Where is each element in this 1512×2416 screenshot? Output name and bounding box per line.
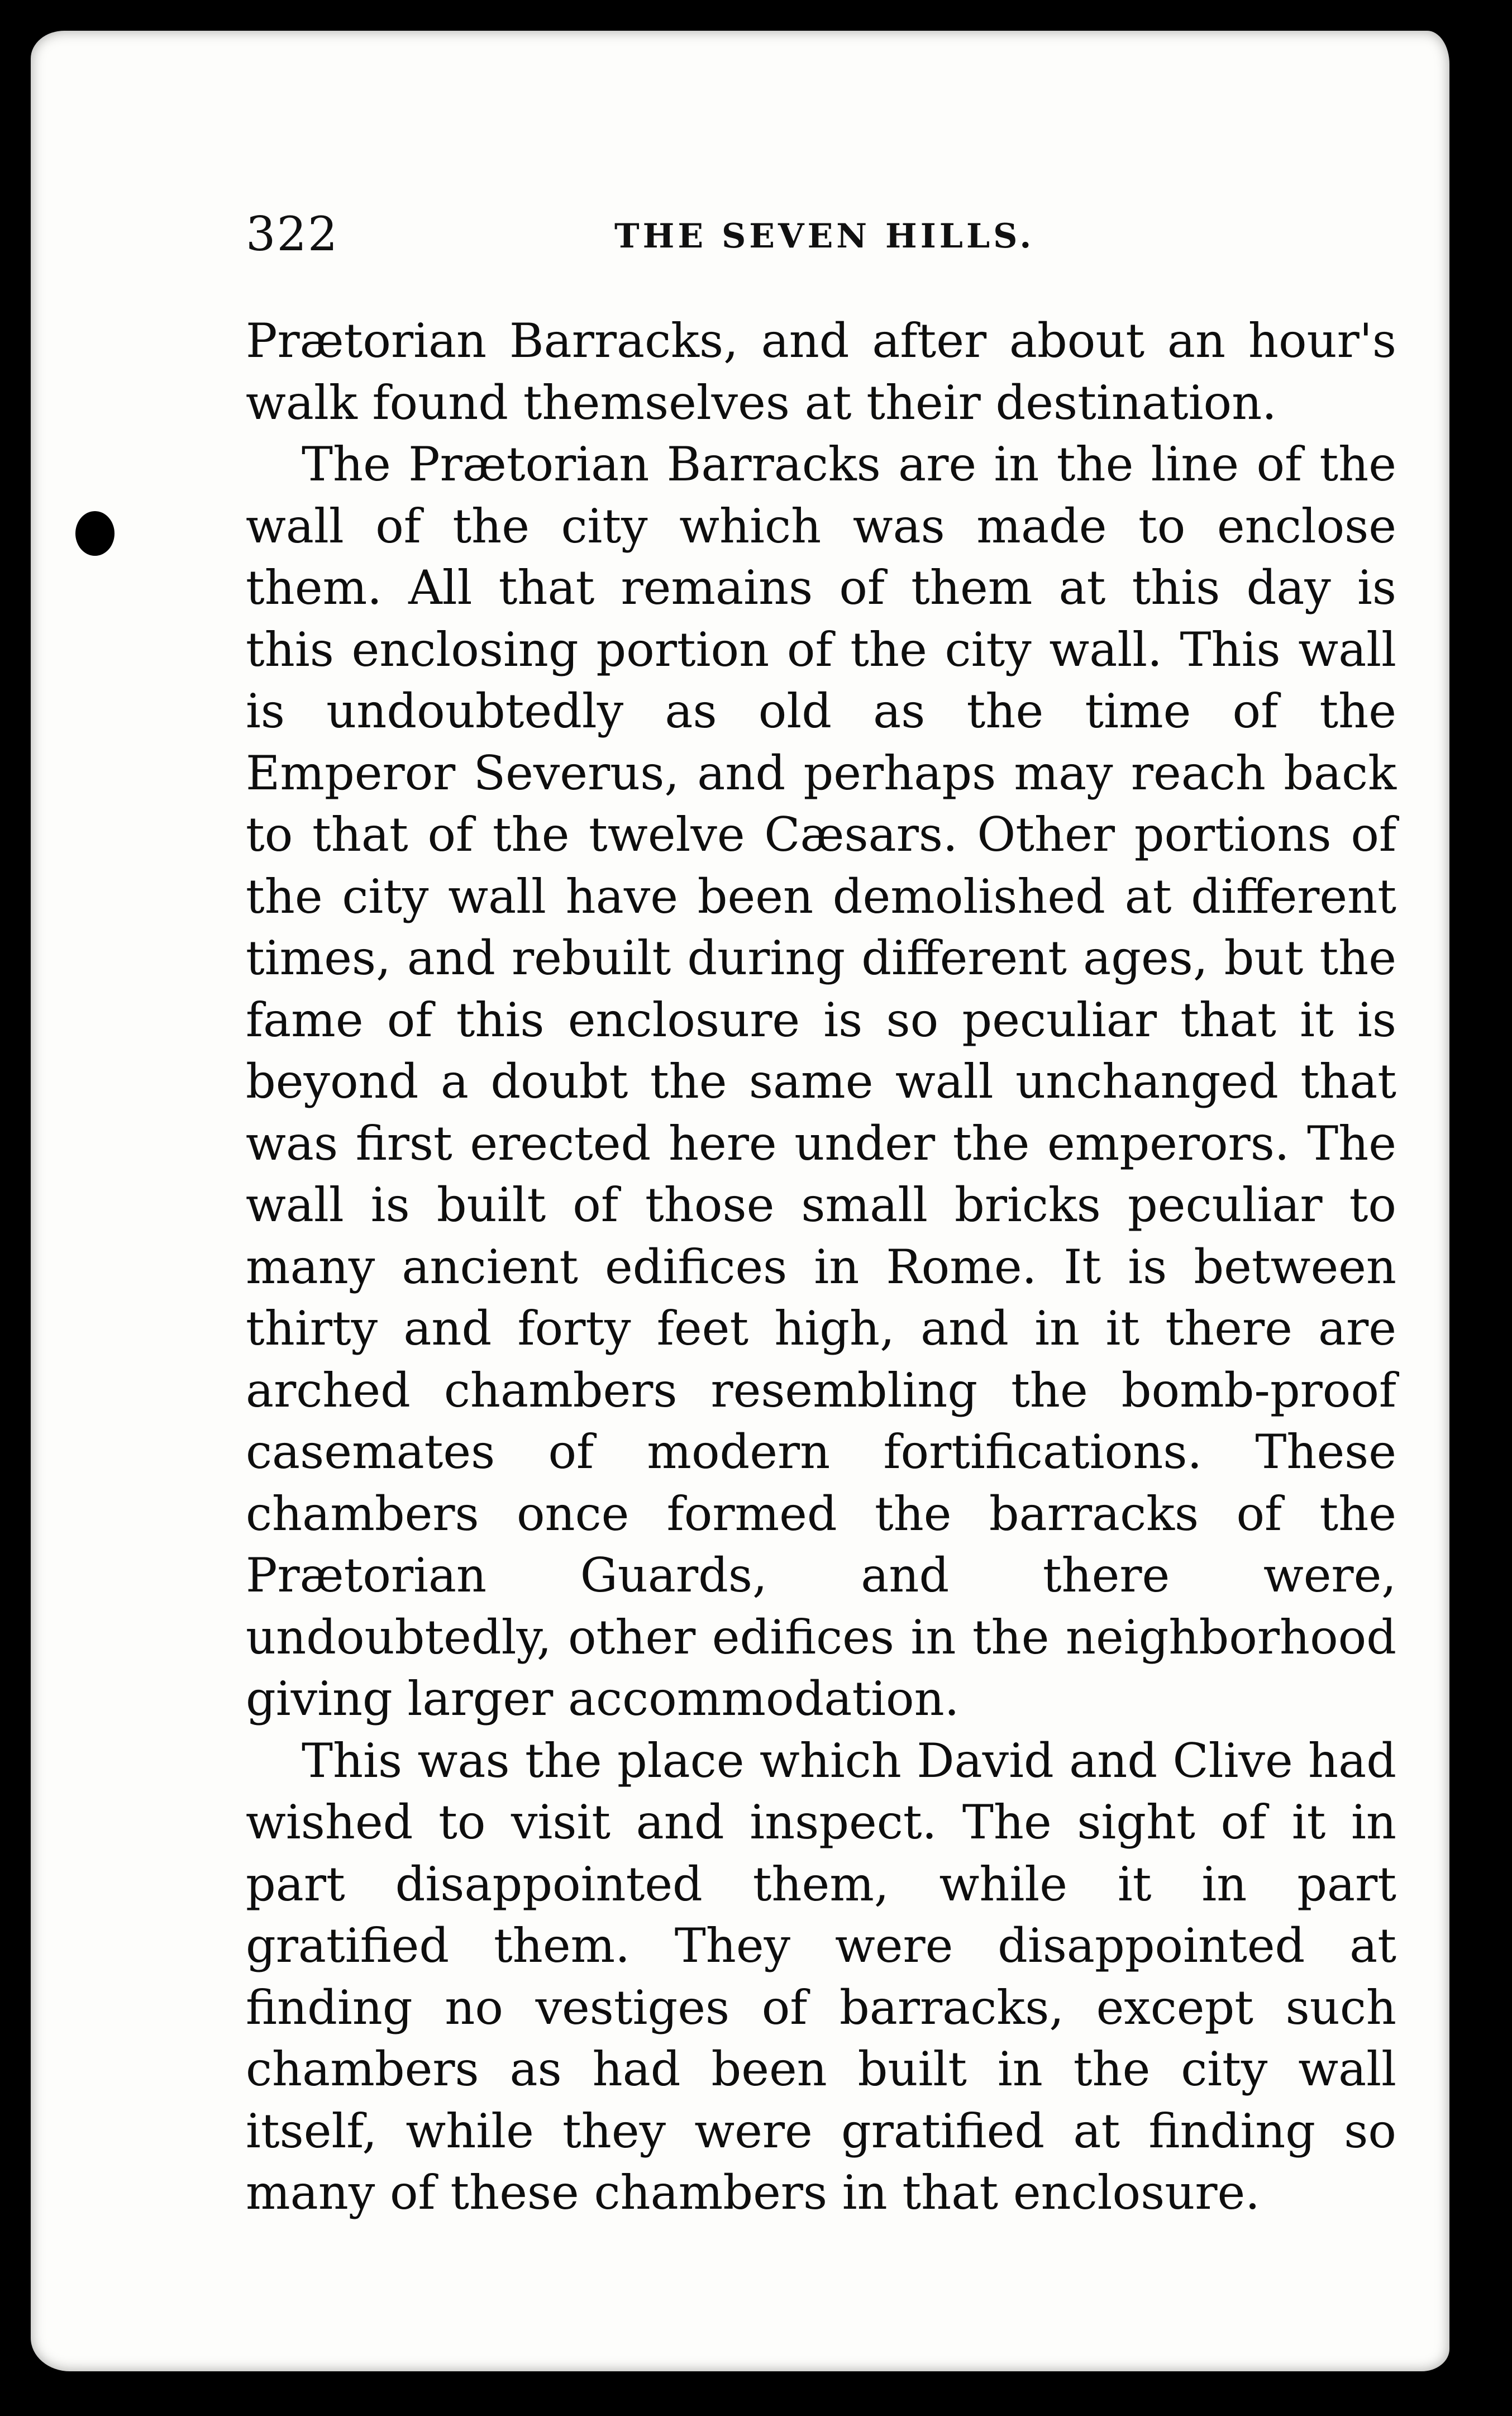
paragraph-continued: Prætorian Barracks, and after about an hour's walk found themselves at their destination. <box>246 313 1396 430</box>
paragraph: The Prætorian Barracks are in the line of the wall of the city which was made to enclose them. All that remains of them at this day is this enclosing portion of the city wall. This wall is undoubtedly as old as the time of the Emperor Severus, and perhaps may reach back to that of the twelve Cæsars. Other portions of the city wall have been demolished at different times, and rebuilt during different ages, but the fame of this enclosure is so peculiar that it is beyond a doubt the same wall unchanged that was first erected here under the emperors. The wall is built of those small bricks peculiar to many ancient edifices in Rome. It is between thirty and forty feet high, and in it there are arched chambers resembling the bomb-proof casemates of modern fortifications. These chambers once formed the barracks of the Prætorian Guards, and there were, undoubtedly, other edifices in the neighborhood giving larger accommodation. <box>246 437 1396 1726</box>
page-number: 322 <box>246 207 339 261</box>
body-text <box>246 310 1396 2224</box>
ink-blot <box>75 511 115 556</box>
paragraph: This was the place which David and Clive had wished to visit and inspect. The sight of it in part disappointed them, while it in part gratified them. They were disappointed at finding no vestiges of barracks, except such chambers as had been built in the city wall itself, while they were gratified at finding so many of these chambers in that enclosure. <box>246 1733 1396 2220</box>
running-title: THE SEVEN HILLS. <box>614 217 1035 256</box>
running-header <box>246 207 1396 268</box>
